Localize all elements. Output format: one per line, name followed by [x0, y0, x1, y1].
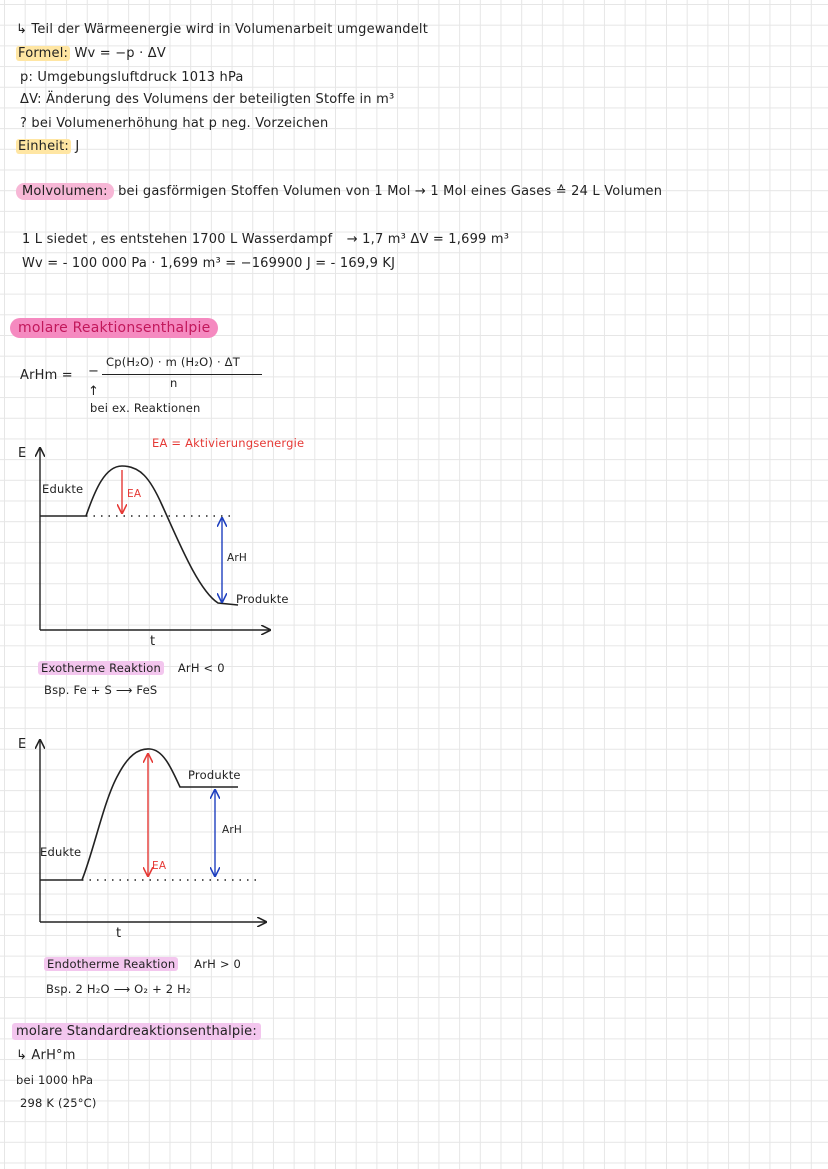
standard-enthalpy-symbol: ↳ ArH°m [16, 1048, 76, 1063]
sign-note: ? bei Volumenerhöhung hat p neg. Vorzeichen [20, 116, 329, 131]
standard-pressure: bei 1000 hPa [16, 1073, 94, 1087]
minus-sign: − [88, 364, 100, 379]
diagram2-ea-label: EA [152, 860, 167, 872]
volume-change-description: ΔV: Änderung des Volumens der beteiligten Stoffe in m³ [20, 92, 395, 107]
diagram2-y-label: E [18, 737, 27, 752]
diagram1-y-label: E [18, 446, 27, 461]
example-line-2: Wv = - 100 000 Pa · 1,699 m³ = −169900 J = - 169,9 KJ [22, 256, 396, 271]
pressure-description: p: Umgebungsluftdruck 1013 hPa [20, 70, 244, 85]
unit-value: J [75, 139, 80, 154]
molar-enthalpy-heading-text: molare Reaktionsenthalpie [10, 318, 218, 338]
formula-label: Formel: [18, 46, 69, 61]
diagram2-drh-label: ArH [222, 824, 242, 836]
diagram1-sign: ArH < 0 [177, 661, 225, 675]
unit-label: Einheit: [18, 139, 69, 154]
standard-enthalpy-heading-text: molare Standardreaktionsenthalpie: [12, 1023, 261, 1040]
up-arrow: ↑ [88, 384, 100, 399]
diagram2-sign: ArH > 0 [194, 957, 242, 971]
diagram1-produkte-label: Produkte [236, 592, 289, 606]
molvolume-label: Molvolumen: [16, 183, 114, 200]
diagram2-caption: Endotherme Reaktion [44, 957, 178, 971]
molvolume-text: bei gasförmigen Stoffen Volumen von 1 Mol → 1 Mol eines Gases ≙ 24 L Volumen [118, 184, 663, 199]
fraction-denominator: n [170, 376, 178, 390]
diagram1-ea-definition: EA = Aktivierungsenergie [152, 436, 305, 450]
diagram1-example: Bsp. Fe + S ⟶ FeS [44, 683, 158, 697]
diagram1-edukte-label: Edukte [42, 482, 84, 496]
diagram2-example: Bsp. 2 H₂O ⟶ O₂ + 2 H₂ [46, 982, 191, 996]
diagram2-produkte-label: Produkte [188, 768, 241, 782]
diagram1-caption-row [38, 661, 225, 675]
exothermic-note: bei ex. Reaktionen [90, 401, 201, 415]
diagram2-caption-row [44, 957, 241, 971]
standard-temperature: 298 K (25°C) [20, 1096, 97, 1110]
example-delta-v: → 1,7 m³ ΔV = 1,699 m³ [346, 232, 510, 247]
example-boiling: 1 L siedet , es entstehen 1700 L Wasserdampf [22, 232, 333, 247]
diagram1-caption: Exotherme Reaktion [38, 661, 164, 675]
molar-enthalpy-lhs: ArHm = [20, 368, 73, 383]
diagram1-x-label: t [150, 634, 156, 649]
diagram2-edukte-label: Edukte [40, 845, 82, 859]
fraction-numerator: Cp(H₂O) · m (H₂O) · ΔT [106, 355, 240, 369]
volume-work-intro: ↳ Teil der Wärmeenergie wird in Volumenarbeit umgewandelt [16, 22, 429, 37]
formula: Wv = −p · ΔV [74, 46, 166, 61]
diagram2-x-label: t [116, 926, 122, 941]
diagram1-ea-label: EA [127, 488, 142, 500]
standard-enthalpy-heading [12, 1024, 261, 1039]
diagram1-drh-label: ArH [227, 552, 247, 564]
